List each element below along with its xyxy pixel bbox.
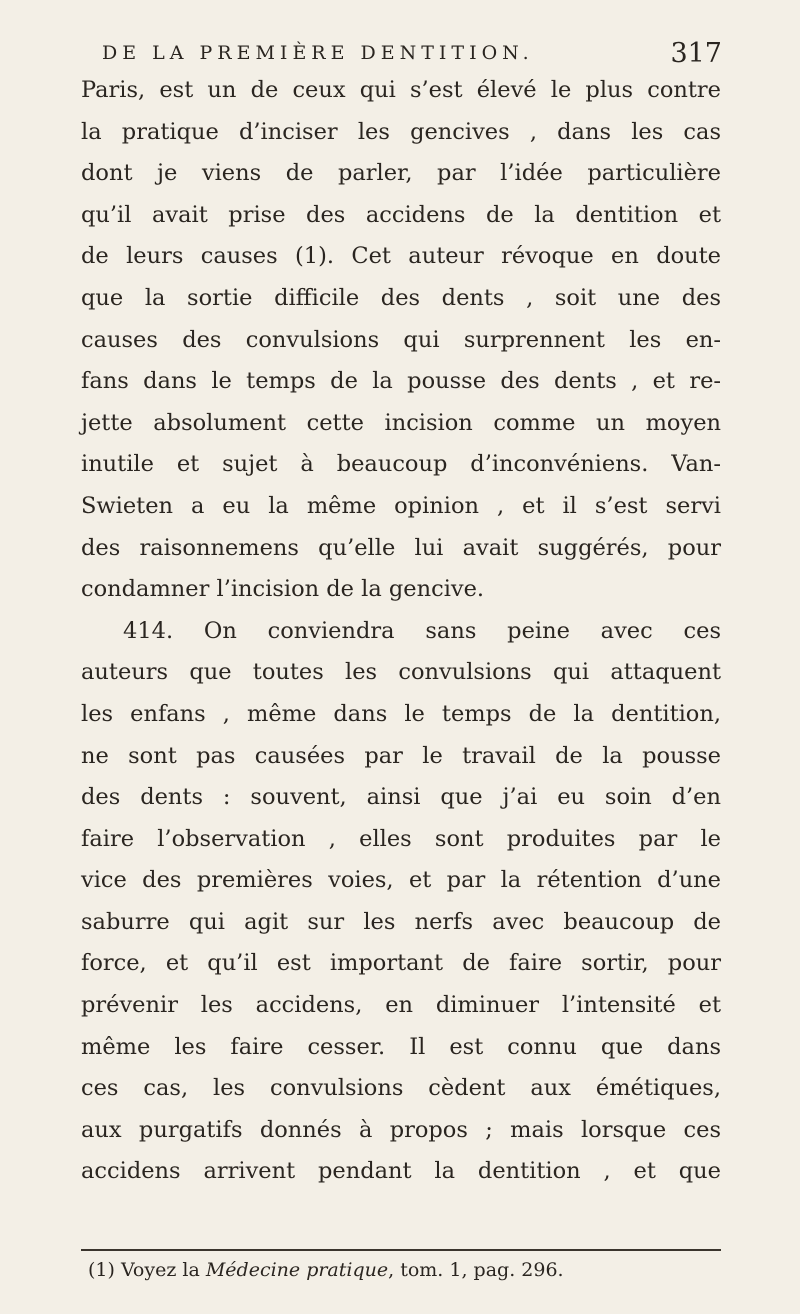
body-text [81, 70, 721, 1193]
text-line: Swieten a eu la même opinion , et il s’est servi [81, 492, 721, 519]
text-line: auteurs que toutes les convulsions qui attaquent [81, 659, 721, 686]
text-line: faire l’observation , elles sont produites par le [81, 825, 721, 852]
text-line: saburre qui agit sur les nerfs avec beaucoup de [81, 908, 721, 935]
page-number: 317 [670, 38, 722, 69]
text-line: inutile et sujet à beaucoup d’inconvéniens. Van- [81, 451, 721, 478]
text-line: de leurs causes (1). Cet auteur révoque en doute [81, 243, 721, 270]
text-line: vice des premières voies, et par la rétention d’une [81, 867, 721, 894]
paragraph-start-line: 414. On conviendra sans peine avec ces [123, 617, 721, 644]
text-line: causes des convulsions qui surprennent les en- [81, 326, 721, 353]
text-line: prévenir les accidens, en diminuer l’intensité et [81, 992, 721, 1019]
text-line: condamner l’incision de la gencive. [81, 576, 485, 603]
running-title: DE LA PREMIÈRE DENTITION. [102, 42, 534, 64]
text-line: la pratique d’inciser les gencives , dans les cas [81, 118, 721, 145]
text-line: des dents : souvent, ainsi que j’ai eu soin d’en [81, 784, 721, 811]
text-line: les enfans , même dans le temps de la dentition, [81, 700, 721, 727]
text-line: force, et qu’il est important de faire sortir, pour [81, 950, 721, 977]
footnote-rule [81, 1249, 721, 1251]
text-line: Paris, est un de ceux qui s’est élevé le plus contre [81, 77, 721, 103]
footnote-title: Médecine pratique [205, 1259, 389, 1281]
footnote-prefix: (1) Voyez la [88, 1259, 206, 1281]
text-line: jette absolument cette incision comme un moyen [81, 409, 721, 436]
text-line: aux purgatifs donnés à propos ; mais lorsque ces [81, 1116, 721, 1143]
text-line: dont je viens de parler, par l’idée particulière [81, 160, 721, 187]
footnote [88, 1259, 564, 1281]
text-line: ne sont pas causées par le travail de la pousse [81, 742, 721, 769]
text-line: fans dans le temps de la pousse des dents , et re- [81, 368, 721, 395]
text-line: même les faire cesser. Il est connu que dans [81, 1033, 721, 1060]
text-line: accidens arrivent pendant la dentition , et que [81, 1158, 721, 1185]
text-line: des raisonnemens qu’elle lui avait suggérés, pour [81, 534, 721, 561]
text-line: que la sortie difficile des dents , soit une des [81, 284, 721, 311]
footnote-suffix: , tom. 1, pag. 296. [388, 1259, 564, 1281]
text-line: qu’il avait prise des accidens de la dentition et [81, 201, 721, 228]
text-line: ces cas, les convulsions cèdent aux émétiques, [81, 1075, 721, 1102]
